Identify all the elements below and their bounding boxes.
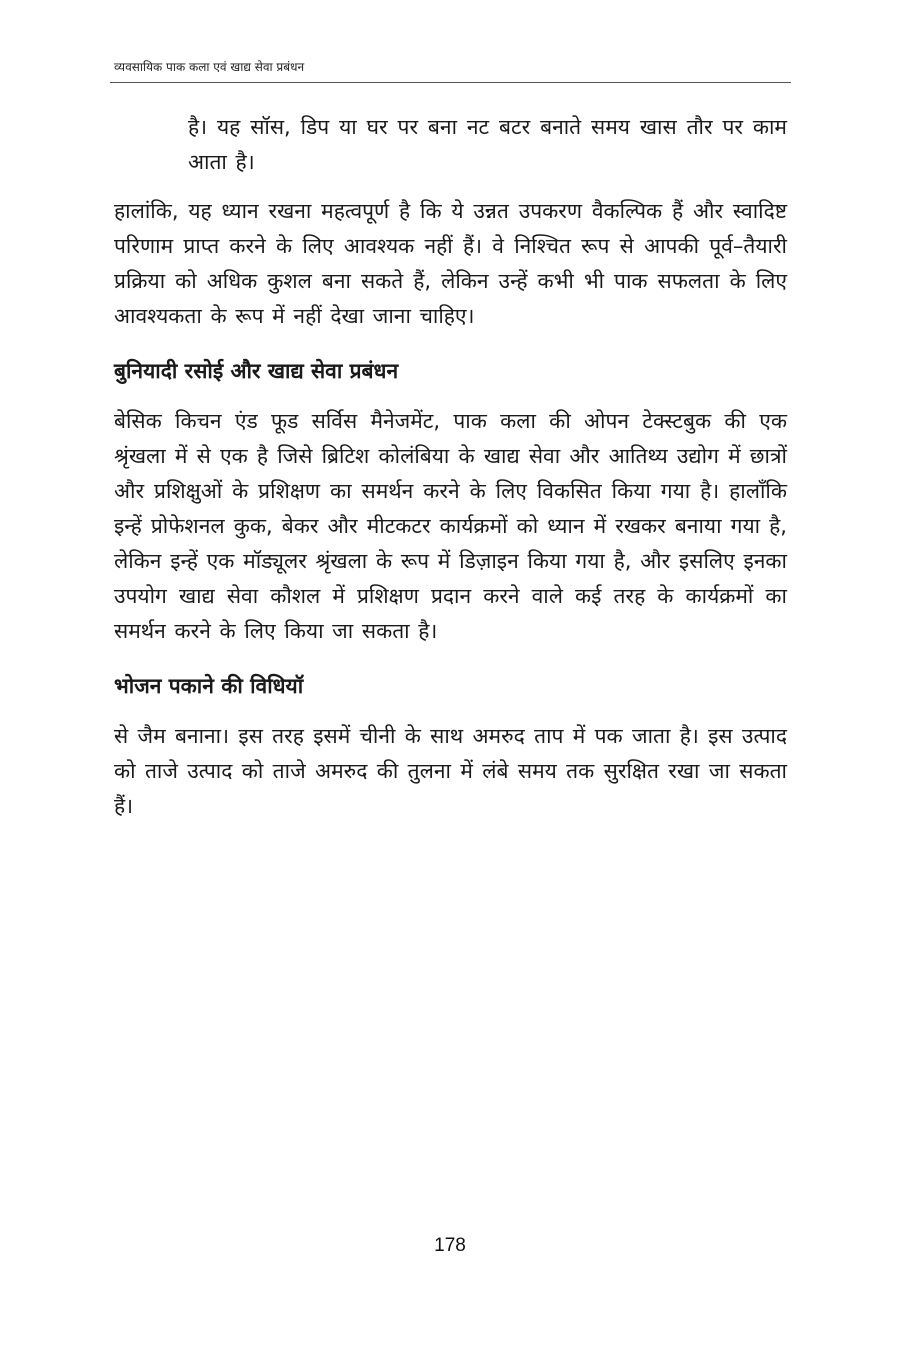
page-content xyxy=(114,110,787,838)
continued-paragraph: है। यह सॉस, डिप या घर पर बना नट बटर बनाते समय खास तौर पर काम आता है। xyxy=(188,115,787,174)
section-heading-basic-kitchen: बुनियादी रसोई और खाद्य सेवा प्रबंधन xyxy=(114,359,399,383)
header-divider xyxy=(110,82,791,83)
jam-paragraph: से जैम बनाना। इस तरह इसमें चीनी के साथ अमरुद ताप में पक जाता है। इस उत्पाद को ताजे उत्पाद को ताजे अमरुद की तुलना में लंबे समय तक सुरक्षित रखा जा सकता हैं। xyxy=(114,724,787,818)
section-heading-cooking-methods: भोजन पकाने की विधियॉ xyxy=(114,674,304,698)
basic-kitchen-paragraph: बेसिक किचन एंड फूड सर्विस मैनेजमेंट, पाक कला की ओपन टेक्स्टबुक की एक श्रृंखला में से एक है जिसे ब्रिटिश कोलंबिया के खाद्य सेवा और आतिथ्य उद्योग में छात्रों और प्रशिक्षुओं के प्रशिक्षण का समर्थन करने के लिए विकसित किया गया है। हालाँकि इन्हें प्रोफेशनल कुक, बेकर और मीटकटर कार्यक्रमों को ध्यान में रखकर बनाया गया है, लेकिन इन्हें एक मॉड्यूलर श्रृंखला के रूप में डिज़ाइन किया गया है, और इसलिए इनका उपयोग खाद्य सेवा कौशल में प्रशिक्षण प्रदान करने वाले कई तरह के कार्यक्रमों का समर्थन करने के लिए किया जा सकता है। xyxy=(114,409,787,643)
page-number: 178 xyxy=(434,1235,466,1256)
advanced-tools-paragraph: हालांकि, यह ध्यान रखना महत्वपूर्ण है कि ये उन्नत उपकरण वैकल्पिक हैं और स्वादिष्ट परिणाम प्राप्त करने के लिए आवश्यक नहीं हैं। वे निश्चित रूप से आपकी पूर्व–तैयारी प्रक्रिया को अधिक कुशल बना सकते हैं, लेकिन उन्हें कभी भी पाक सफलता के लिए आवश्यकता के रूप में नहीं देखा जाना चाहिए। xyxy=(114,199,787,328)
running-header: व्यवसायिक पाक कला एवं खाद्य सेवा प्रबंधन xyxy=(114,60,305,74)
